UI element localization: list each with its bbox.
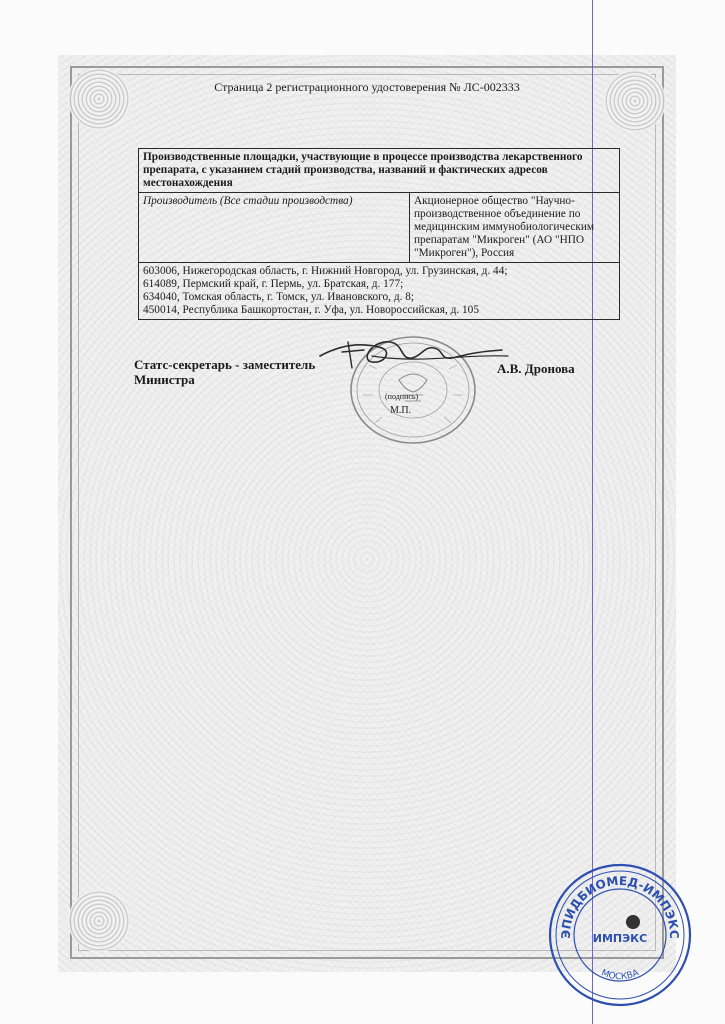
manufacturer-role: Производитель (Все стадии производства)	[139, 193, 410, 263]
ornament-corner-bottom-left	[68, 890, 130, 952]
manufacturer-company: Акционерное общество "Научно-производственное объединение по медицинским иммунобиологическим препаратам "Микроген" (АО "НПО "Микроген"), Россия	[410, 193, 620, 263]
svg-text:ЭПИДБИОМЕД-ИМПЭКС	[559, 874, 681, 939]
handwritten-signature	[312, 334, 512, 374]
page-title: Страница 2 регистрационного удостоверения № ЛС-002333	[214, 80, 520, 94]
production-sites-table	[138, 148, 620, 320]
signature-caption: (подпись)	[385, 392, 419, 401]
signer-position-line1: Статс-секретарь - заместитель	[134, 357, 316, 372]
signer-position	[134, 357, 315, 387]
addresses-cell	[139, 263, 620, 320]
address-line: 603006, Нижегородская область, г. Нижний Новгород, ул. Грузинская, д. 44;	[143, 265, 508, 277]
signer-position-line2: Министра	[134, 372, 195, 387]
table-row	[139, 263, 620, 320]
table-row	[139, 149, 620, 193]
stamp-arc-text: ЭПИДБИОМЕД-ИМПЭКС	[558, 873, 682, 939]
signer-name: А.В. Дронова	[497, 361, 575, 376]
table-row	[139, 193, 620, 263]
ornament-corner-top-left	[68, 68, 130, 130]
seal-place-label: М.П.	[390, 405, 412, 416]
svg-text:ИМПЭКС: ИМПЭКС	[592, 932, 648, 945]
svg-text:МОСКВА	[600, 968, 642, 982]
address-line: 634040, Томская область, г. Томск, ул. Ивановского, д. 8;	[143, 291, 415, 303]
address-line: 614089, Пермский край, г. Пермь, ул. Братская, д. 177;	[143, 278, 404, 290]
company-stamp	[545, 860, 695, 1010]
address-line: 450014, Республика Башкортостан, г. Уфа, ул. Новороссийская, д. 105	[143, 304, 479, 316]
stamp-city-text: МОСКВА	[599, 968, 641, 983]
table-heading: Производственные площадки, участвующие в процессе производства лекарственного препарата, с указанием стадий производства, названий и фактических адресов местонахождения	[139, 149, 620, 193]
